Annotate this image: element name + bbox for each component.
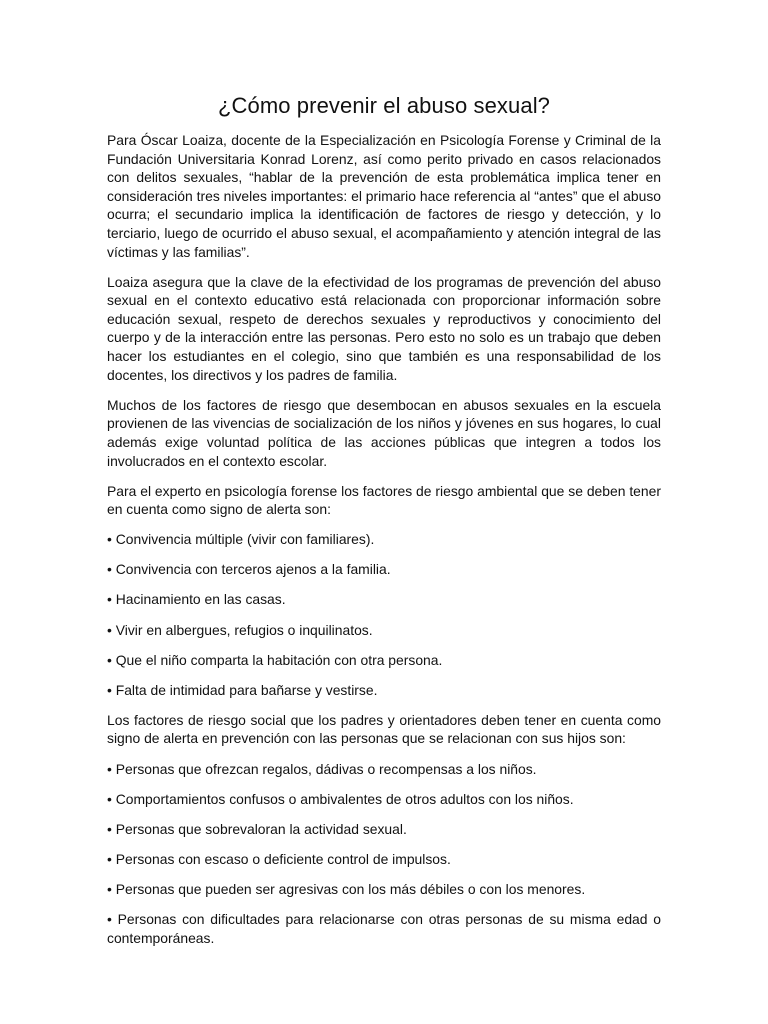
list-item: • Convivencia múltiple (vivir con familiares).	[107, 531, 375, 548]
list-item: • Que el niño comparta la habitación con otra persona.	[107, 651, 443, 668]
list-item: • Falta de intimidad para bañarse y vestirse.	[107, 681, 378, 698]
environmental-factors-list	[107, 530, 661, 699]
list-item: • Personas con escaso o deficiente control de impulsos.	[107, 850, 451, 867]
social-factors-list	[107, 760, 661, 948]
list-item: • Convivencia con terceros ajenos a la familia.	[107, 561, 391, 578]
document-page	[107, 92, 661, 959]
list-item: • Comportamientos confusos o ambivalentes de otros adultos con los niños.	[107, 790, 574, 807]
document-title: ¿Cómo prevenir el abuso sexual?	[217, 93, 551, 118]
list-item: • Personas que ofrezcan regalos, dádivas o recompensas a los niños.	[107, 760, 537, 777]
list-item: • Hacinamiento en las casas.	[107, 591, 286, 608]
list-item: • Personas que sobrevaloran la actividad sexual.	[107, 820, 407, 837]
paragraph-risk-factors-school: Muchos de los factores de riesgo que desembocan en abusos sexuales en la escuela provienen de las vivencias de socialización de los niños y jóvenes en sus hogares, lo cual además exige voluntad política de las acciones públicas que integren a todos los involucrados en el contexto escolar.	[107, 396, 661, 469]
paragraph-prevention-programs: Loaiza asegura que la clave de la efectividad de los programas de prevención del abuso sexual en el contexto educativo está relacionada con proporcionar información sobre educación sexual, respeto de derechos sexuales y reproductivos y conocimiento del cuerpo y de la interacción entre las personas. Pero esto no solo es un trabajo que deben hacer los estudiantes en el colegio, sino que también es una responsabilidad de los docentes, los directivos y los padres de familia.	[107, 273, 661, 383]
list-item: • Vivir en albergues, refugios o inquilinatos.	[107, 621, 373, 638]
list-item: • Personas que pueden ser agresivas con los más débiles o con los menores.	[107, 880, 586, 897]
list-item: • Personas con dificultades para relacionarse con otras personas de su misma edad o contemporáneas.	[107, 911, 661, 946]
paragraph-environmental-intro: Para el experto en psicología forense los factores de riesgo ambiental que se deben tener en cuenta como signo de alerta son:	[107, 482, 661, 518]
paragraph-intro: Para Óscar Loaiza, docente de la Especialización en Psicología Forense y Criminal de la Fundación Universitaria Konrad Lorenz, así como perito privado en casos relacionados con delitos sexuales, “hablar de la prevención de esta problemática implica tener en consideración tres niveles importantes: el primario hace referencia al “antes” que el abuso ocurra; el secundario implica la identificación de factores de riesgo y detección, y lo terciario, luego de ocurrido el abuso sexual, el acompañamiento y atención integral de las víctimas y las familias”.	[107, 132, 661, 260]
paragraph-social-intro: Los factores de riesgo social que los padres y orientadores deben tener en cuenta como signo de alerta en prevención con las personas que se relacionan con sus hijos son:	[107, 711, 661, 747]
